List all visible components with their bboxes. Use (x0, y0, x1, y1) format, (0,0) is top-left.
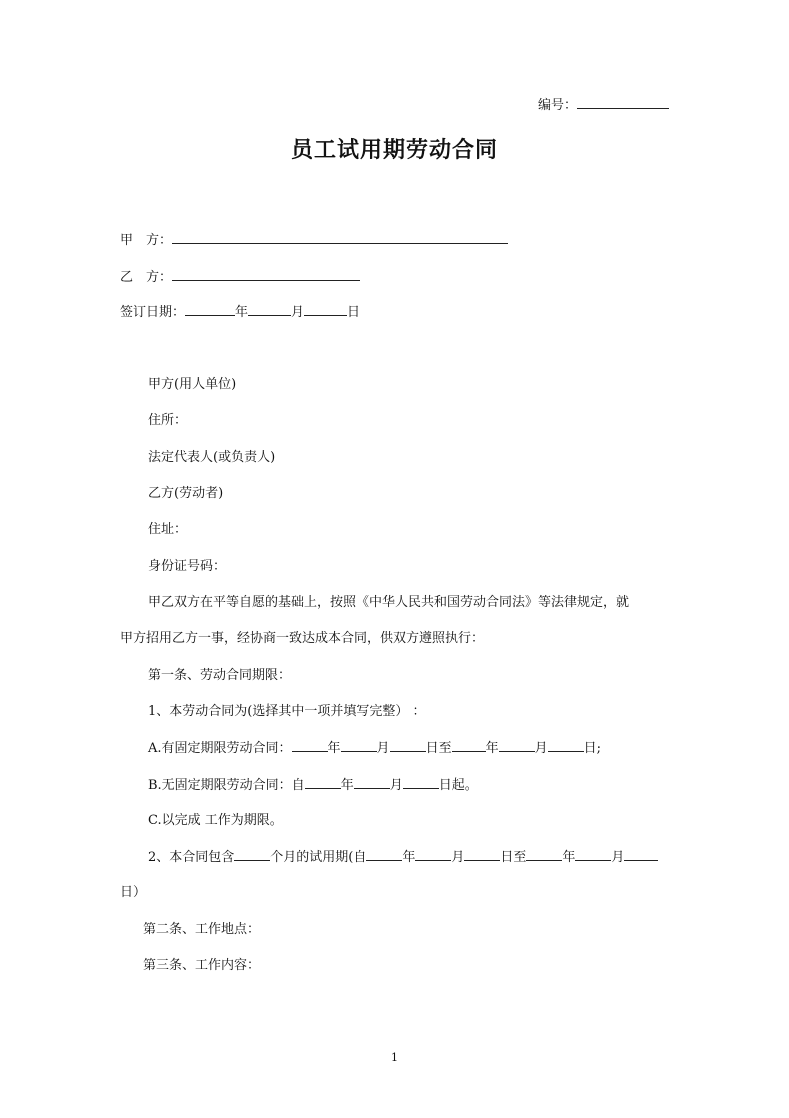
party-b-line (120, 268, 360, 287)
probation-prefix: 2、本合同包含 (148, 850, 235, 865)
sign-year-label: 年 (235, 305, 249, 320)
blank (354, 776, 390, 789)
option-c-line: C.以完成 工作为期限。 (148, 813, 283, 828)
blank (390, 739, 426, 752)
blank (234, 848, 270, 861)
sign-month-label: 月 (291, 305, 305, 320)
year-label: 年 (402, 850, 416, 865)
party-b-blank (172, 268, 360, 281)
year-label: 年 (327, 741, 341, 756)
serial-blank (577, 96, 669, 109)
day-to-label: 日至 (425, 741, 452, 756)
probation-item-line-2: 日） (120, 885, 147, 900)
id-number-label: 身份证号码： (148, 559, 227, 574)
article-1-heading: 第一条、劳动合同期限： (148, 668, 292, 683)
document-title: 员工试用期劳动合同 (290, 138, 498, 163)
blank (624, 848, 658, 861)
sign-month-blank (248, 303, 291, 316)
month-label: 月 (534, 741, 548, 756)
year-label: 年 (485, 741, 499, 756)
preamble-line-2: 甲方招用乙方一事，经协商一致达成本合同，供双方遵照执行： (120, 631, 485, 646)
day-to-label: 日至 (500, 850, 527, 865)
preamble-line-1: 甲乙双方在平等自愿的基础上，按照《中华人民共和国劳动合同法》等法律规定，就 (148, 595, 630, 610)
probation-mid: 个月的试用期(自 (270, 850, 367, 865)
blank (548, 739, 584, 752)
party-b-label: 乙 方： (120, 270, 173, 285)
article-3-heading: 第三条、工作内容： (143, 958, 261, 973)
party-a-blank (172, 231, 508, 244)
blank (366, 848, 402, 861)
probation-item-line-1 (148, 848, 658, 867)
blank (292, 739, 328, 752)
option-b-line (148, 776, 478, 795)
option-a-label: A.有固定期限劳动合同： (148, 741, 292, 756)
sign-day-blank (304, 303, 347, 316)
option-a-line (148, 739, 601, 758)
blank (499, 739, 535, 752)
blank (403, 776, 439, 789)
blank (415, 848, 451, 861)
term-item-1: 1、本劳动合同为(选择其中一项并填写完整） ： (148, 704, 426, 719)
blank (526, 848, 562, 861)
option-b-label: B.无固定期限劳动合同：自 (148, 778, 305, 793)
page-number: 1 (391, 1051, 398, 1064)
blank (464, 848, 500, 861)
day-end-label: 日起。 (438, 778, 478, 793)
month-label: 月 (389, 778, 403, 793)
month-label: 月 (451, 850, 465, 865)
blank (341, 739, 377, 752)
sign-date-label: 签订日期： (120, 305, 186, 320)
blank (575, 848, 611, 861)
employer-address-label: 住所： (148, 413, 188, 428)
sign-day-label: 日 (347, 305, 361, 320)
sign-date-line (120, 303, 360, 322)
year-label: 年 (340, 778, 354, 793)
party-a-label: 甲 方： (120, 233, 173, 248)
blank (452, 739, 486, 752)
serial-number-field (538, 96, 669, 115)
day-end-label: 日; (583, 741, 601, 756)
sign-year-blank (185, 303, 235, 316)
party-a-line (120, 231, 508, 250)
employer-label: 甲方(用人单位) (148, 377, 237, 392)
article-2-heading: 第二条、工作地点： (143, 922, 261, 937)
month-label: 月 (611, 850, 625, 865)
blank (305, 776, 341, 789)
legal-rep-label: 法定代表人(或负责人) (148, 450, 276, 465)
year-label: 年 (562, 850, 576, 865)
serial-label: 编号： (538, 98, 578, 113)
employee-address-label: 住址： (148, 522, 188, 537)
employee-label: 乙方(劳动者) (148, 486, 224, 501)
month-label: 月 (376, 741, 390, 756)
